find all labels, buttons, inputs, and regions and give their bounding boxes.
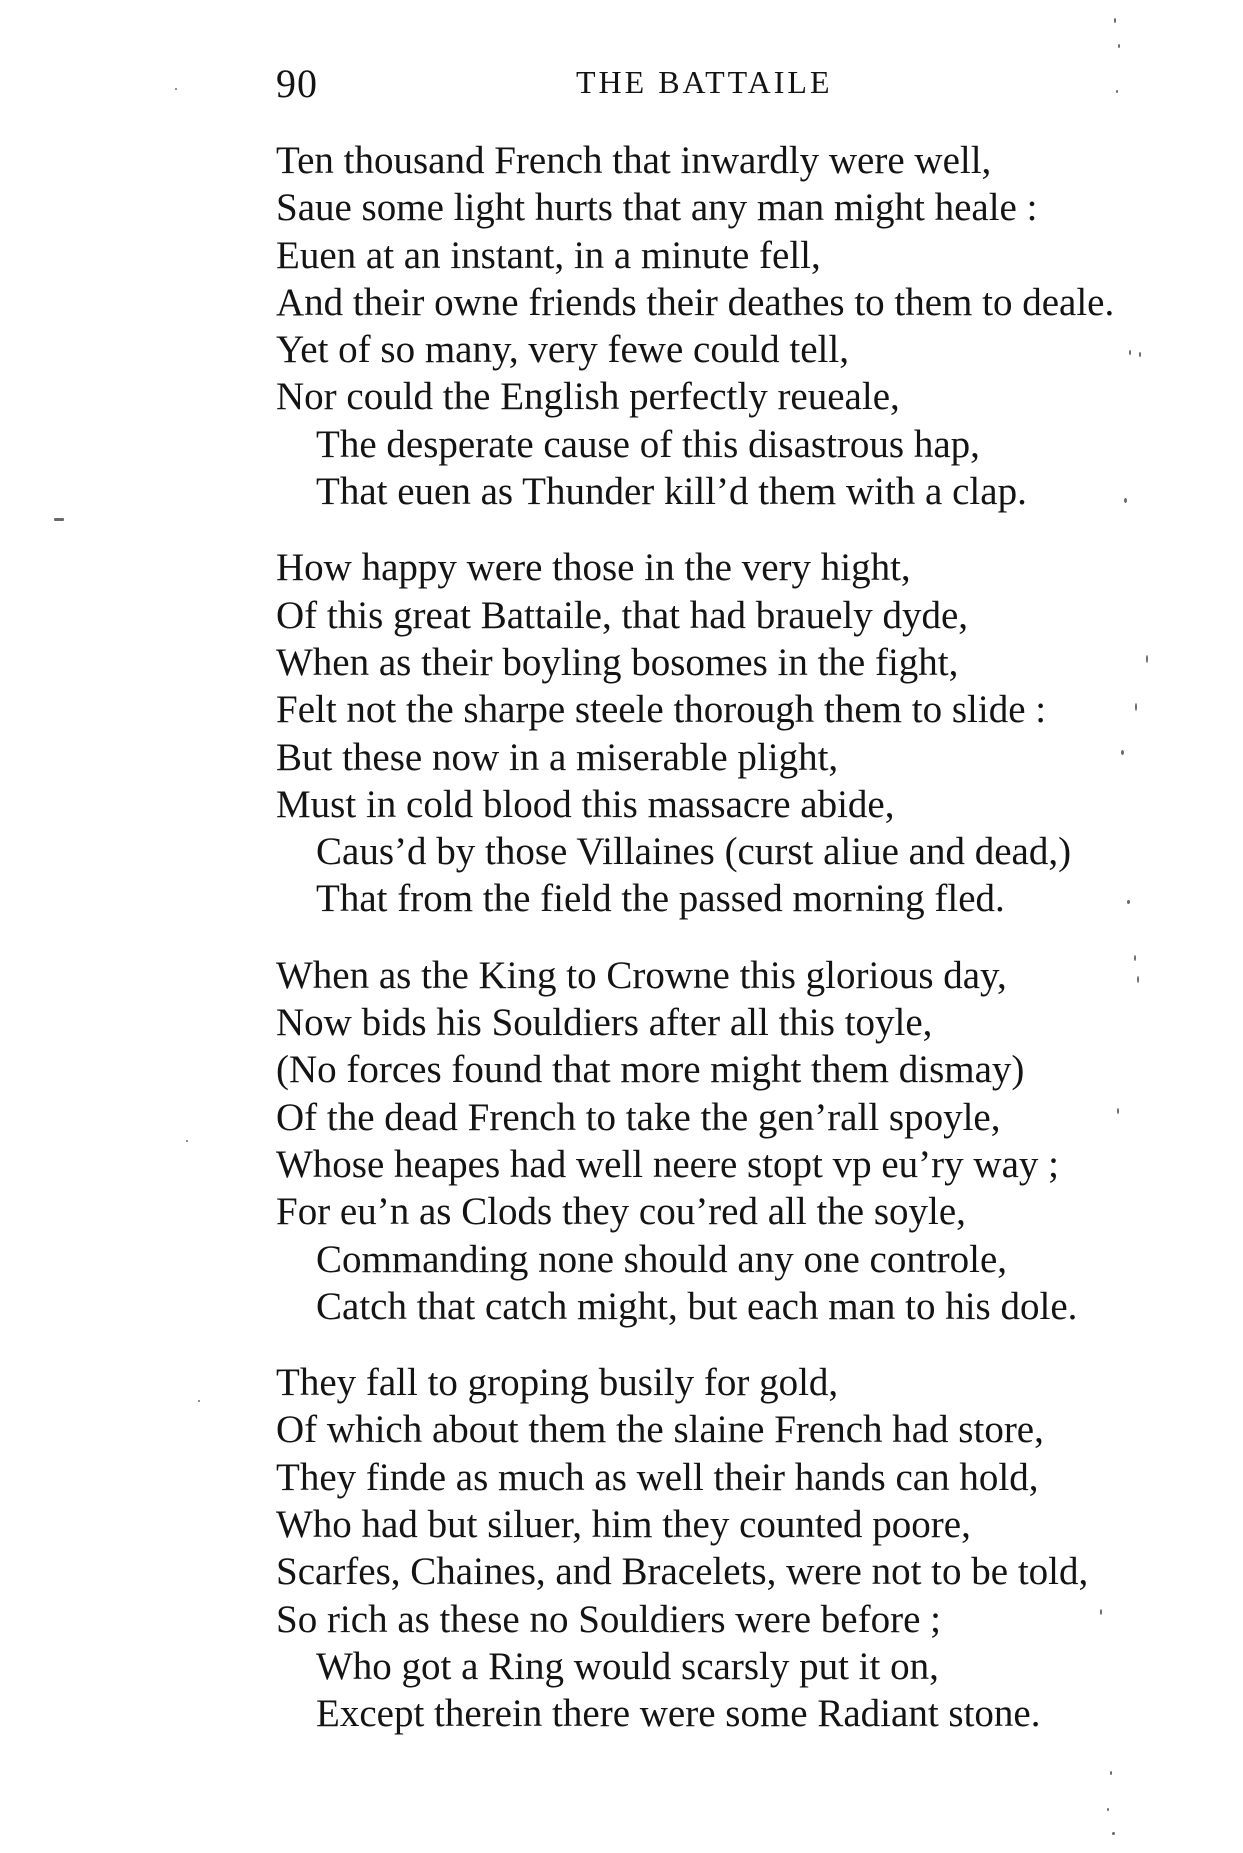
stanza-2 (276, 544, 1216, 922)
verse-line: Ten thousand French that inwardly were well, (276, 139, 992, 182)
verse-line: So rich as these no Souldiers were before ; (276, 1597, 941, 1641)
verse-line: And their owne friends their deathes to them to deale. (276, 280, 1115, 324)
scan-speck (1114, 18, 1116, 23)
verse-line: They fall to groping busily for gold, (276, 1361, 839, 1405)
couplet-line: Commanding none should any one controle, (316, 1237, 1008, 1281)
verse-line: But these now in a miserable plight, (276, 735, 839, 779)
verse-line: They finde as much as well their hands can hold, (276, 1455, 1039, 1499)
verse-line: Must in cold blood this massacre abide, (276, 782, 895, 826)
page-number: 90 (276, 61, 318, 106)
page-header (276, 60, 1156, 110)
verse-line: Nor could the English perfectly reueale, (276, 375, 900, 419)
verse-line: Yet of so many, very fewe could tell, (276, 328, 849, 372)
couplet-line: The desperate cause of this disastrous hap, (316, 422, 980, 466)
scan-speck (1112, 1832, 1115, 1835)
verse-line: When as the King to Crowne this glorious day, (276, 953, 1007, 997)
scan-speck (198, 1400, 200, 1402)
verse-line: Saue some light hurts that any man might heale : (276, 186, 1038, 230)
verse-line: Euen at an instant, in a minute fell, (276, 233, 821, 277)
scan-speck (175, 88, 177, 90)
verse-line: When as their boyling bosomes in the fight, (276, 640, 959, 684)
scan-speck (54, 518, 64, 521)
verse-line: How happy were those in the very hight, (276, 546, 911, 590)
verse-line: Of which about them the slaine French had store, (276, 1408, 1044, 1452)
couplet-line: Catch that catch might, but each man to his dole. (316, 1284, 1078, 1328)
couplet-line: That euen as Thunder kill’d them with a clap. (316, 470, 1027, 514)
verse-line: Scarfes, Chaines, and Bracelets, were not to be told, (276, 1550, 1089, 1594)
couplet-line: Except therein there were some Radiant stone. (316, 1692, 1041, 1736)
verse-line: Whose heapes had well neere stopt vp eu’ry way ; (276, 1142, 1059, 1186)
verse-line: Felt not the sharpe steele thorough them to slide : (276, 688, 1047, 732)
poem-body (276, 137, 1216, 1767)
verse-line: Of the dead French to take the gen’rall spoyle, (276, 1095, 1001, 1139)
scan-speck (1107, 1808, 1109, 1811)
verse-line: Now bids his Souldiers after all this toyle, (276, 1001, 933, 1045)
couplet-line: Caus’d by those Villaines (curst aliue and dead,) (316, 830, 1072, 874)
verse-line: Who had but siluer, him they counted poore, (276, 1503, 971, 1547)
stanza-1 (276, 137, 1216, 515)
scan-speck (1110, 1771, 1112, 1775)
stanza-4 (276, 1359, 1216, 1737)
running-title: THE BATTAILE (576, 64, 833, 100)
scan-speck (186, 1140, 188, 1142)
verse-line: For eu’n as Clods they cou’red all the soyle, (276, 1190, 966, 1234)
verse-line: Of this great Battaile, that had brauely dyde, (276, 593, 969, 637)
scan-speck (1118, 44, 1120, 48)
verse-line: (No forces found that more might them dismay) (276, 1048, 1025, 1092)
stanza-3 (276, 952, 1216, 1330)
couplet-line: Who got a Ring would scarsly put it on, (316, 1644, 939, 1688)
couplet-line: That from the field the passed morning fled. (316, 877, 1005, 921)
